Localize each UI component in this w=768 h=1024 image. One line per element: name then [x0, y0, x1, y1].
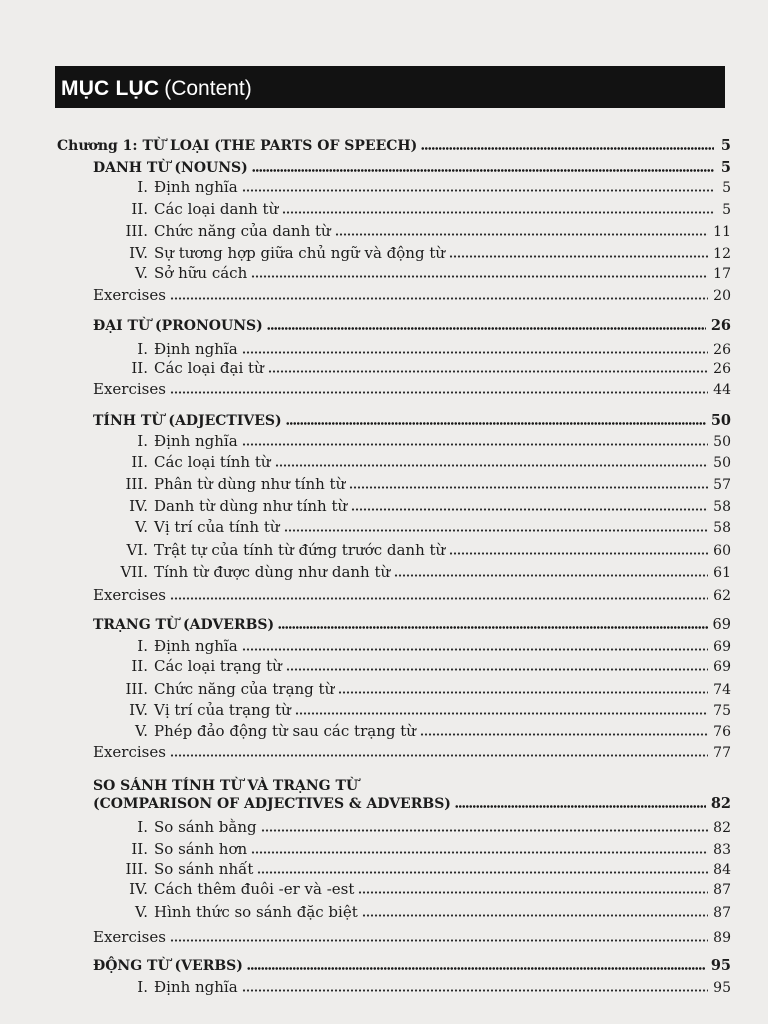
section-page: 69	[712, 617, 731, 633]
entry-page: 61	[713, 565, 731, 581]
entry-title: Phép đảo động từ sau các trạng từ	[154, 722, 416, 740]
section-page: 50	[710, 412, 731, 429]
dot-leader	[284, 529, 709, 532]
entry-numeral: IV.	[129, 880, 148, 898]
exercises-page: 89	[713, 930, 731, 946]
entry-numeral: I.	[137, 818, 148, 836]
section-title: ĐỘNG TỪ (VERBS)	[93, 958, 243, 974]
section-title: ĐẠI TỪ (PRONOUNS)	[93, 318, 263, 334]
section-page: 5	[720, 159, 731, 176]
dot-leader	[335, 233, 708, 236]
entry-numeral: V.	[135, 264, 148, 282]
entry-numeral: II.	[131, 840, 148, 858]
entry-numeral: I.	[137, 178, 148, 196]
dot-leader	[351, 508, 708, 511]
entry-numeral: IV.	[129, 497, 148, 515]
dot-leader	[170, 597, 708, 600]
toc-entry	[100, 656, 731, 676]
dot-leader	[268, 370, 708, 373]
toc-entry	[100, 243, 731, 263]
section-page: 82	[710, 795, 731, 812]
entry-page: 74	[713, 682, 731, 698]
section-heading-subtitle	[93, 794, 731, 814]
entry-title: Danh từ dùng như tính từ	[154, 497, 348, 515]
toc-entry	[100, 679, 731, 699]
toc-entry	[100, 474, 731, 494]
entry-numeral: IV.	[129, 244, 148, 262]
dot-leader	[421, 147, 714, 150]
dot-leader	[455, 805, 706, 808]
exercises-label: Exercises	[93, 586, 166, 604]
dot-leader	[275, 464, 709, 467]
entry-numeral: I.	[137, 978, 148, 996]
dot-leader	[252, 169, 714, 172]
entry-page: 57	[713, 477, 731, 493]
exercises-page: 77	[713, 745, 731, 761]
dot-leader	[261, 829, 709, 832]
toc-entry	[100, 817, 731, 837]
dot-leader	[170, 297, 708, 300]
entry-numeral: II.	[131, 453, 148, 471]
entry-numeral: III.	[125, 222, 148, 240]
entry-numeral: IV.	[129, 701, 148, 719]
dot-leader	[251, 851, 708, 854]
entry-page: 58	[713, 499, 731, 515]
entry-title: Các loại trạng từ	[154, 657, 282, 675]
dot-leader	[358, 891, 708, 894]
toc-entry	[100, 540, 731, 560]
dot-leader	[449, 552, 708, 555]
dot-leader	[282, 211, 714, 214]
entry-numeral: V.	[135, 722, 148, 740]
entry-numeral: III.	[125, 475, 148, 493]
entry-title: So sánh hơn	[154, 840, 248, 858]
toc-entry	[100, 263, 731, 283]
dot-leader	[286, 422, 706, 425]
entry-title: So sánh nhất	[154, 860, 254, 878]
exercises-label: Exercises	[93, 928, 166, 946]
toc-entry	[100, 902, 731, 922]
dot-leader	[242, 443, 709, 446]
toc-entry	[100, 496, 731, 516]
toc-entry	[100, 721, 731, 741]
section-heading	[93, 615, 731, 635]
dot-leader	[278, 626, 707, 629]
entry-numeral: III.	[125, 860, 148, 878]
entry-page: 83	[713, 842, 731, 858]
section-page: 26	[710, 317, 731, 334]
entry-page: 76	[713, 724, 731, 740]
entry-title: Các loại tính từ	[154, 453, 271, 471]
entry-title: Vị trí của trạng từ	[154, 701, 291, 719]
dot-leader	[257, 871, 708, 874]
section-heading	[93, 956, 731, 976]
entry-numeral: III.	[125, 680, 148, 698]
entry-title: Vị trí của tính từ	[154, 518, 280, 536]
entry-numeral: I.	[137, 637, 148, 655]
entry-title: Các loại đại từ	[154, 359, 264, 377]
entry-title: Tính từ được dùng như danh từ	[154, 563, 391, 581]
toc-entry	[100, 358, 731, 378]
chapter-entry	[57, 136, 731, 156]
entry-title: Cách thêm đuôi -er và -est	[154, 880, 355, 898]
section-subtitle: (COMPARISON OF ADJECTIVES & ADVERBS)	[93, 796, 451, 812]
dot-leader	[420, 733, 708, 736]
dot-leader	[242, 189, 714, 192]
dot-leader	[286, 668, 708, 671]
section-heading	[93, 158, 731, 178]
exercises-page: 20	[713, 288, 731, 304]
toc-title-english: (Content)	[164, 77, 252, 100]
toc-entry	[100, 517, 731, 537]
exercises-label: Exercises	[93, 380, 166, 398]
exercises-entry	[93, 585, 731, 605]
entry-title: Định nghĩa	[154, 340, 238, 358]
entry-page: 87	[713, 905, 731, 921]
entry-page: 50	[713, 434, 731, 450]
entry-page: 50	[713, 455, 731, 471]
entry-page: 5	[722, 202, 731, 218]
toc-entry	[100, 562, 731, 582]
dot-leader	[449, 255, 708, 258]
entry-page: 87	[713, 882, 731, 898]
entry-page: 12	[713, 246, 731, 262]
entry-page: 69	[713, 639, 731, 655]
toc-entry	[100, 839, 731, 859]
entry-title: Trật tự của tính từ đứng trước danh từ	[154, 541, 446, 559]
entry-page: 11	[713, 224, 731, 240]
section-heading	[93, 316, 731, 336]
exercises-page: 44	[713, 382, 731, 398]
dot-leader	[170, 939, 708, 942]
entry-page: 60	[713, 543, 731, 559]
dot-leader	[338, 691, 708, 694]
exercises-label: Exercises	[93, 743, 166, 761]
toc-entry	[100, 431, 731, 451]
toc-entry	[100, 977, 731, 997]
dot-leader	[242, 648, 709, 651]
entry-title: So sánh bằng	[154, 818, 257, 836]
toc-entry	[100, 859, 731, 879]
entry-title: Chức năng của danh từ	[154, 222, 331, 240]
dot-leader	[242, 989, 709, 992]
entry-page: 5	[722, 180, 731, 196]
dot-leader	[362, 914, 708, 917]
dot-leader	[295, 712, 708, 715]
entry-page: 26	[713, 361, 731, 377]
entry-title: Phân từ dùng như tính từ	[154, 475, 346, 493]
entry-page: 17	[713, 266, 731, 282]
entry-numeral: I.	[137, 340, 148, 358]
exercises-entry	[93, 927, 731, 947]
dot-leader	[242, 351, 709, 354]
section-title: TRẠNG TỪ (ADVERBS)	[93, 617, 275, 633]
entry-page: 26	[713, 342, 731, 358]
entry-title: Định nghĩa	[154, 978, 238, 996]
section-title: TÍNH TỪ (ADJECTIVES)	[93, 413, 282, 429]
section-title: SO SÁNH TÍNH TỪ VÀ TRẠNG TỪ	[93, 778, 359, 794]
toc-entry	[100, 221, 731, 241]
entry-numeral: II.	[131, 657, 148, 675]
entry-title: Định nghĩa	[154, 637, 238, 655]
section-heading	[93, 776, 731, 796]
chapter-title: Chương 1: TỪ LOẠI (THE PARTS OF SPEECH)	[57, 138, 418, 154]
toc-header-bar	[55, 66, 725, 108]
section-page: 95	[710, 957, 731, 974]
exercises-page: 62	[713, 588, 731, 604]
entry-title: Hình thức so sánh đặc biệt	[154, 903, 358, 921]
section-title: DANH TỪ (NOUNS)	[93, 160, 248, 176]
toc-entry	[100, 636, 731, 656]
entry-page: 95	[713, 980, 731, 996]
dot-leader	[349, 486, 708, 489]
dot-leader	[247, 967, 706, 970]
entry-title: Định nghĩa	[154, 178, 238, 196]
entry-numeral: I.	[137, 432, 148, 450]
entry-title: Sự tương hợp giữa chủ ngữ và động từ	[154, 244, 446, 262]
toc-entry	[100, 879, 731, 899]
dot-leader	[394, 574, 708, 577]
toc-entry	[100, 199, 731, 219]
toc-entry	[100, 700, 731, 720]
entry-numeral: V.	[135, 518, 148, 536]
dot-leader	[251, 275, 708, 278]
entry-page: 82	[713, 820, 731, 836]
toc-entry	[100, 339, 731, 359]
dot-leader	[170, 391, 708, 394]
entry-numeral: II.	[131, 359, 148, 377]
dot-leader	[170, 754, 708, 757]
section-heading	[93, 411, 731, 431]
entry-page: 58	[713, 520, 731, 536]
exercises-entry	[93, 379, 731, 399]
entry-page: 69	[713, 659, 731, 675]
entry-page: 84	[713, 862, 731, 878]
entry-title: Chức năng của trạng từ	[154, 680, 335, 698]
toc-title: MỤC LỤC	[61, 77, 160, 100]
entry-title: Định nghĩa	[154, 432, 238, 450]
entry-page: 75	[713, 703, 731, 719]
dot-leader	[267, 327, 706, 330]
exercises-label: Exercises	[93, 286, 166, 304]
exercises-entry	[93, 742, 731, 762]
toc-entry	[100, 177, 731, 197]
entry-numeral: II.	[131, 200, 148, 218]
entry-title: Sở hữu cách	[154, 264, 248, 282]
exercises-entry	[93, 285, 731, 305]
toc-entry	[100, 452, 731, 472]
entry-numeral: VII.	[120, 563, 148, 581]
entry-title: Các loại danh từ	[154, 200, 279, 218]
chapter-page: 5	[720, 137, 731, 154]
entry-numeral: VI.	[126, 541, 148, 559]
entry-numeral: V.	[135, 903, 148, 921]
